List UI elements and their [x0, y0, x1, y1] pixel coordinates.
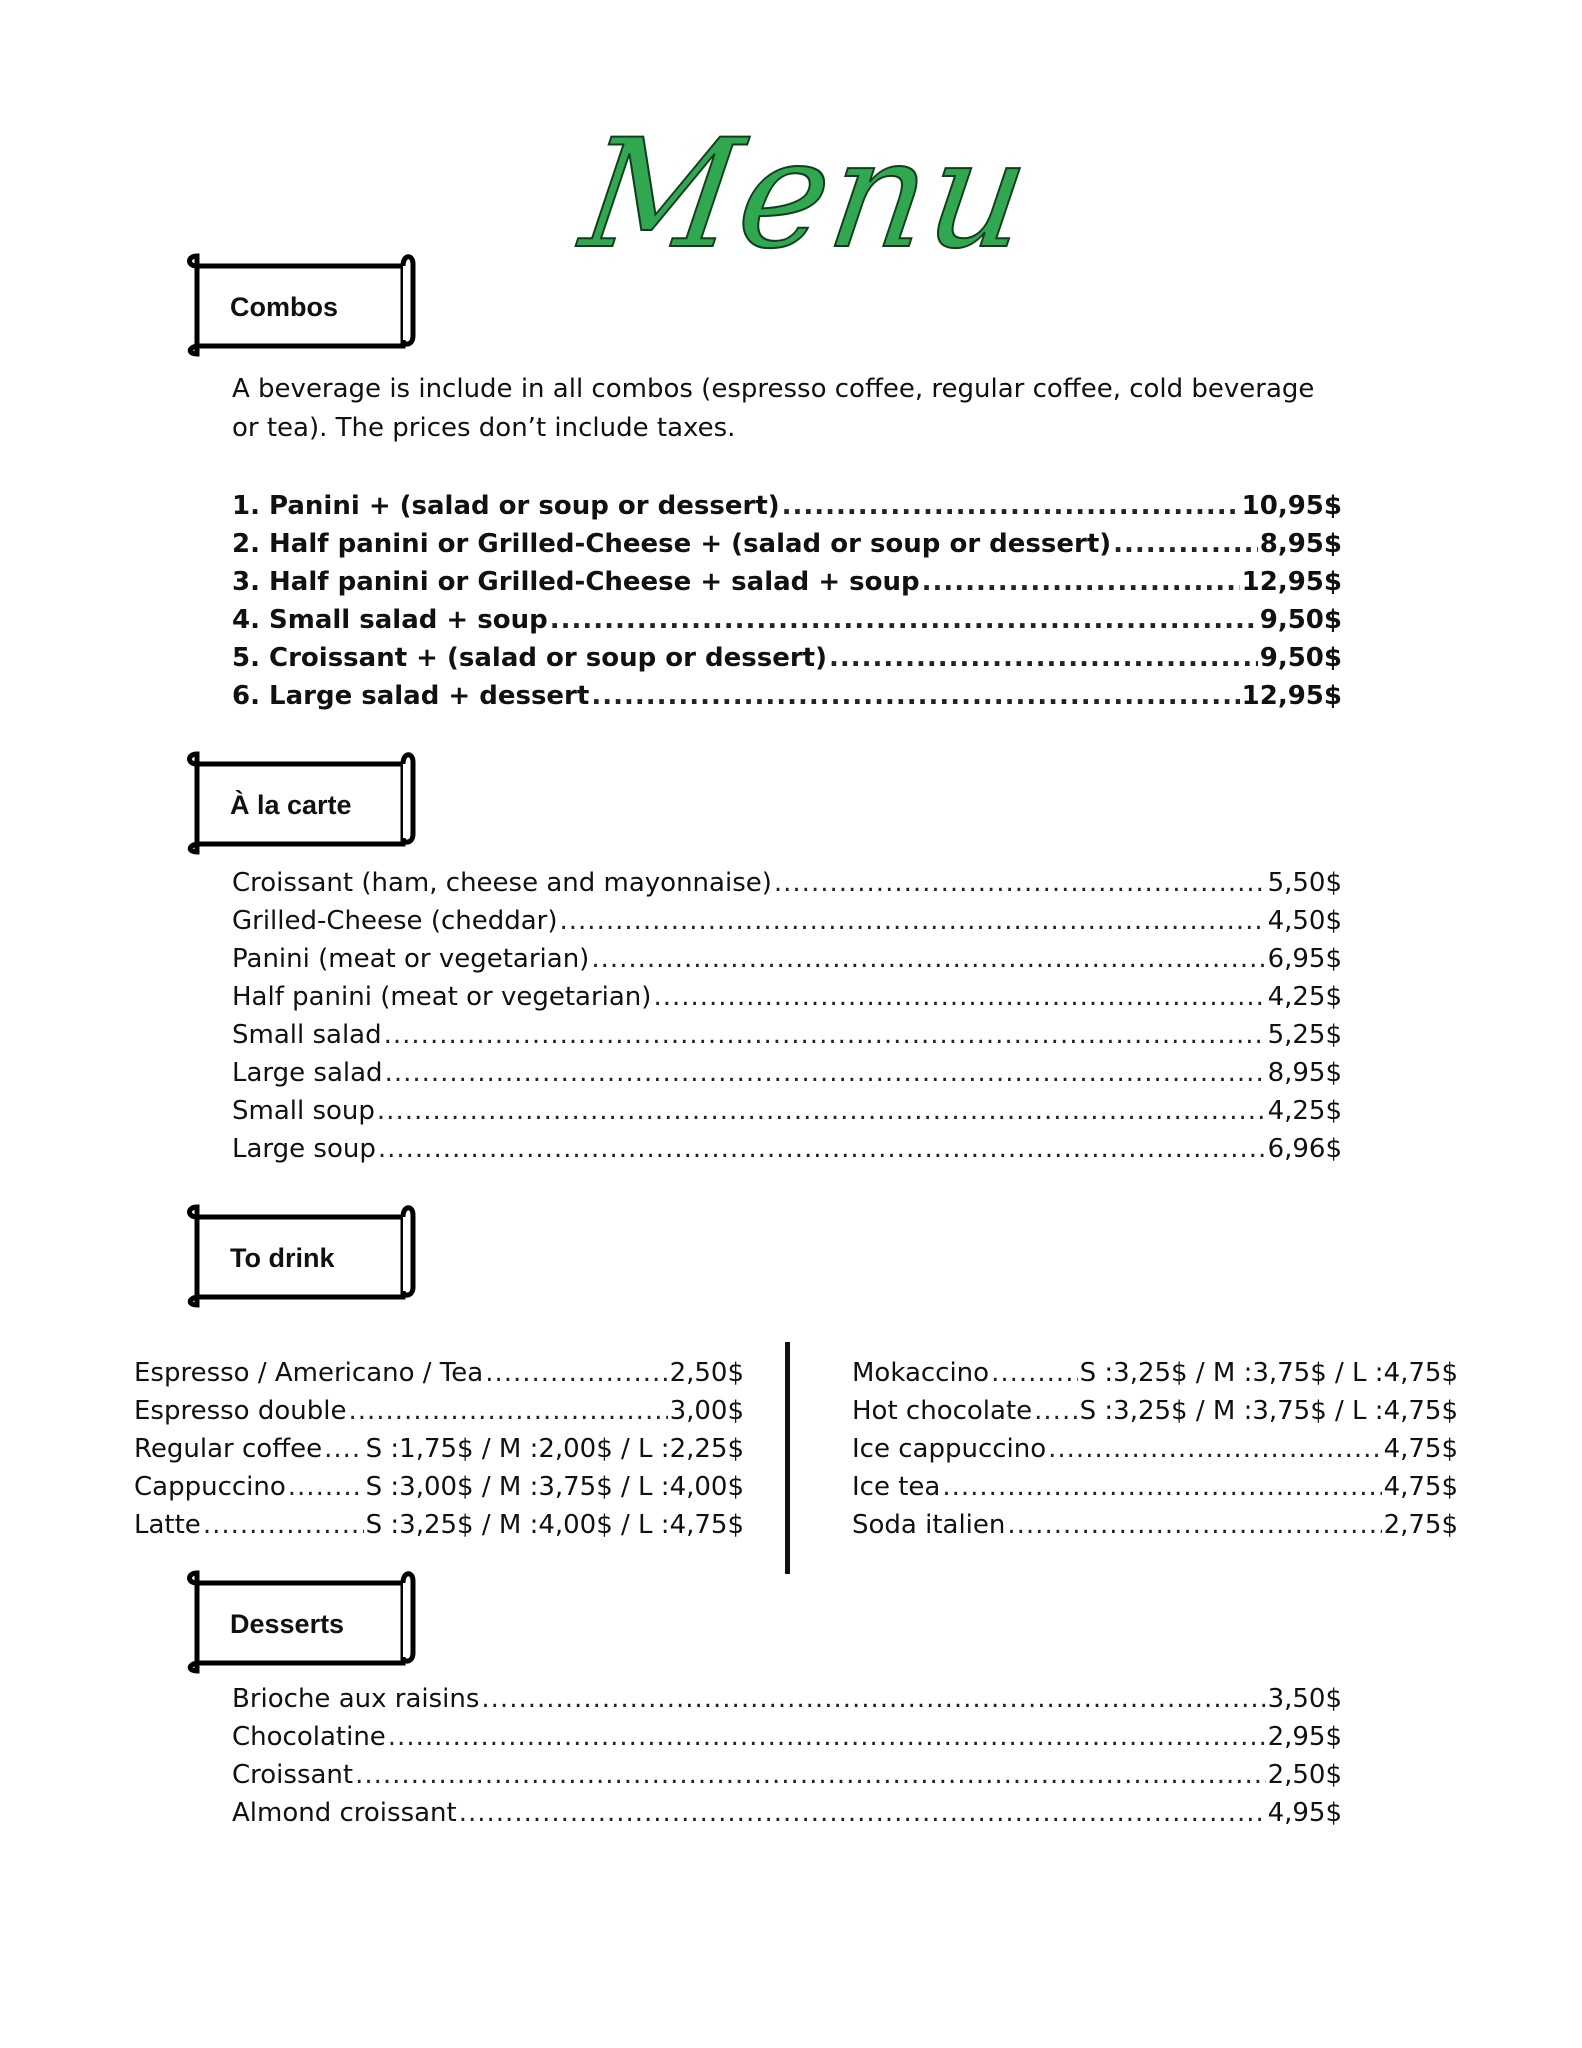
section-banner-to-drink — [185, 1201, 415, 1301]
drinks-right-list — [852, 1354, 1458, 1544]
combos-note: A beverage is include in all combos (espresso coffee, regular coffee, cold beverage or tea). The prices don’t include taxes. — [232, 374, 1315, 443]
section-banner-a-la-carte — [185, 748, 415, 848]
list-item: Hot chocolate ..... S :3,25$ / M :3,75$ / L :4,75$ — [852, 1392, 1458, 1430]
list-item: Almond croissant ..... 4,95$ — [232, 1794, 1342, 1832]
list-item: Espresso / Americano / Tea ..... 2,50$ — [134, 1354, 744, 1392]
section-banner-combos — [185, 250, 415, 350]
section-banner-desserts — [185, 1567, 415, 1667]
section-heading-a-la-carte: À la carte — [230, 790, 352, 820]
a-la-carte-list — [232, 864, 1342, 1168]
list-item: Ice cappuccino ..... 4,75$ — [852, 1430, 1458, 1468]
menu-title: Menu — [572, 108, 1041, 282]
list-item: 6. Large salad + dessert ..... 12,95$ — [232, 677, 1342, 715]
list-item: Soda italien ..... 2,75$ — [852, 1506, 1458, 1544]
list-item: Small soup ..... 4,25$ — [232, 1092, 1342, 1130]
list-item: Small salad ..... 5,25$ — [232, 1016, 1342, 1054]
list-item: Grilled-Cheese (cheddar) ..... 4,50$ — [232, 902, 1342, 940]
list-item: Large salad ..... 8,95$ — [232, 1054, 1342, 1092]
list-item: Regular coffee ..... S :1,75$ / M :2,00$ / L :2,25$ — [134, 1430, 744, 1468]
list-item: Panini (meat or vegetarian) ..... 6,95$ — [232, 940, 1342, 978]
list-item: Espresso double ..... 3,00$ — [134, 1392, 744, 1430]
section-heading-combos: Combos — [230, 292, 338, 322]
list-item: 5. Croissant + (salad or soup or dessert) ..... 9,50$ — [232, 639, 1342, 677]
list-item: Chocolatine ..... 2,95$ — [232, 1718, 1342, 1756]
list-item: 3. Half panini or Grilled-Cheese + salad + soup ..... 12,95$ — [232, 563, 1342, 601]
list-item: 2. Half panini or Grilled-Cheese + (salad or soup or dessert) ..... 8,95$ — [232, 525, 1342, 563]
section-heading-desserts: Desserts — [230, 1609, 345, 1639]
list-item: Large soup ..... 6,96$ — [232, 1130, 1342, 1168]
list-item: Latte ..... S :3,25$ / M :4,00$ / L :4,75$ — [134, 1506, 744, 1544]
combos-list — [232, 487, 1342, 715]
desserts-list — [232, 1680, 1342, 1832]
list-item: Croissant (ham, cheese and mayonnaise) ..... 5,50$ — [232, 864, 1342, 902]
list-item: Brioche aux raisins ..... 3,50$ — [232, 1680, 1342, 1718]
column-divider — [785, 1342, 790, 1574]
list-item: 1. Panini + (salad or soup or dessert) ..... 10,95$ — [232, 487, 1342, 525]
list-item: Half panini (meat or vegetarian) ..... 4,25$ — [232, 978, 1342, 1016]
list-item: Ice tea ..... 4,75$ — [852, 1468, 1458, 1506]
drinks-left-list — [134, 1354, 744, 1544]
list-item: Cappuccino ..... S :3,00$ / M :3,75$ / L :4,00$ — [134, 1468, 744, 1506]
section-heading-to-drink: To drink — [230, 1243, 335, 1273]
list-item: Mokaccino ..... S :3,25$ / M :3,75$ / L :4,75$ — [852, 1354, 1458, 1392]
list-item: 4. Small salad + soup ..... 9,50$ — [232, 601, 1342, 639]
list-item: Croissant ..... 2,50$ — [232, 1756, 1342, 1794]
